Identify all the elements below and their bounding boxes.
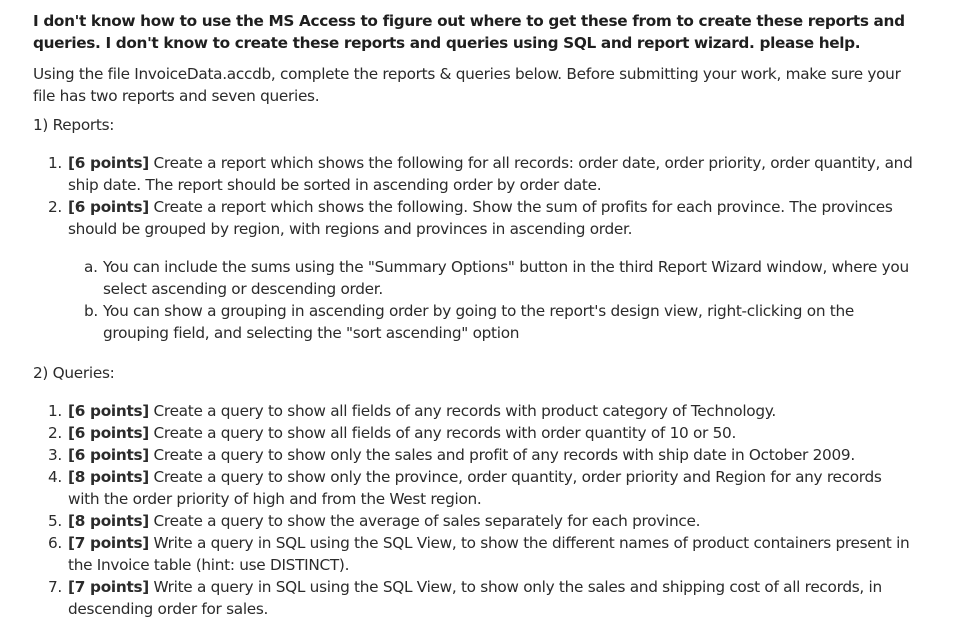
list-item-text: Create a query to show only the sales and profit of any records with ship date in October 2009. <box>148 446 855 464</box>
list-marker: 4. <box>48 468 62 486</box>
list-item <box>48 196 913 240</box>
list-item <box>48 152 913 196</box>
list-marker: 6. <box>48 534 62 552</box>
assignment-intro: Using the file InvoiceData.accdb, complete the reports & queries below. Before submitting your work, make sure your file has two reports and seven queries. <box>33 65 901 105</box>
report-hints-list <box>84 256 913 344</box>
list-marker: 2. <box>48 424 62 442</box>
list-item-text: Write a query in SQL using the SQL View, to show only the sales and shipping cost of all records, in descending order for sales. <box>68 578 882 618</box>
points-label: [7 points] <box>68 578 149 596</box>
reports-section-label: 1) Reports: <box>33 116 115 134</box>
points-label: [7 points] <box>68 534 149 552</box>
points-label: [6 points] <box>68 446 149 464</box>
assignment-document <box>33 10 913 620</box>
points-label: [8 points] <box>68 512 149 530</box>
points-label: [6 points] <box>68 154 149 172</box>
list-item <box>48 444 913 466</box>
points-label: [8 points] <box>68 468 149 486</box>
list-marker: 1. <box>48 154 62 172</box>
list-item-text: Create a query to show only the province, order quantity, order priority and Region for any records with the order priority of high and from the West region. <box>68 468 882 508</box>
list-item-text: Create a report which shows the following for all records: order date, order priority, order quantity, and ship date. The report should be sorted in ascending order by order date. <box>68 154 913 194</box>
list-marker: 1. <box>48 402 62 420</box>
list-item-text: You can show a grouping in ascending order by going to the report's design view, right-clicking on the grouping field, and selecting the "sort ascending" option <box>103 302 854 342</box>
list-item-text: Create a query to show the average of sales separately for each province. <box>148 512 701 530</box>
list-item <box>84 300 913 344</box>
queries-list <box>48 400 913 620</box>
list-marker: a. <box>84 258 98 276</box>
list-item-text: Create a query to show all fields of any records with order quantity of 10 or 50. <box>148 424 737 442</box>
list-item-text: Write a query in SQL using the SQL View, to show the different names of product containers present in the Invoice table (hint: use DISTINCT). <box>68 534 910 574</box>
student-question: I don't know how to use the MS Access to figure out where to get these from to create these reports and queries. I don't know to create these reports and queries using SQL and report wizard. please help. <box>33 12 905 52</box>
list-item <box>48 510 913 532</box>
reports-list <box>48 152 913 240</box>
queries-section-label: 2) Queries: <box>33 364 115 382</box>
list-marker: 5. <box>48 512 62 530</box>
list-item <box>48 576 913 620</box>
list-item <box>48 400 913 422</box>
points-label: [6 points] <box>68 424 149 442</box>
points-label: [6 points] <box>68 198 149 216</box>
list-item-text: You can include the sums using the "Summary Options" button in the third Report Wizard window, where you select ascending or descending order. <box>103 258 909 298</box>
list-item <box>84 256 913 300</box>
list-item <box>48 466 913 510</box>
list-marker: 3. <box>48 446 62 464</box>
list-item-text: Create a report which shows the following. Show the sum of profits for each province. The provinces should be grouped by region, with regions and provinces in ascending order. <box>68 198 893 238</box>
list-marker: b. <box>84 302 98 320</box>
list-item <box>48 532 913 576</box>
list-item <box>48 422 913 444</box>
list-marker: 2. <box>48 198 62 216</box>
points-label: [6 points] <box>68 402 149 420</box>
list-item-text: Create a query to show all fields of any records with product category of Technology. <box>148 402 776 420</box>
list-marker: 7. <box>48 578 62 596</box>
